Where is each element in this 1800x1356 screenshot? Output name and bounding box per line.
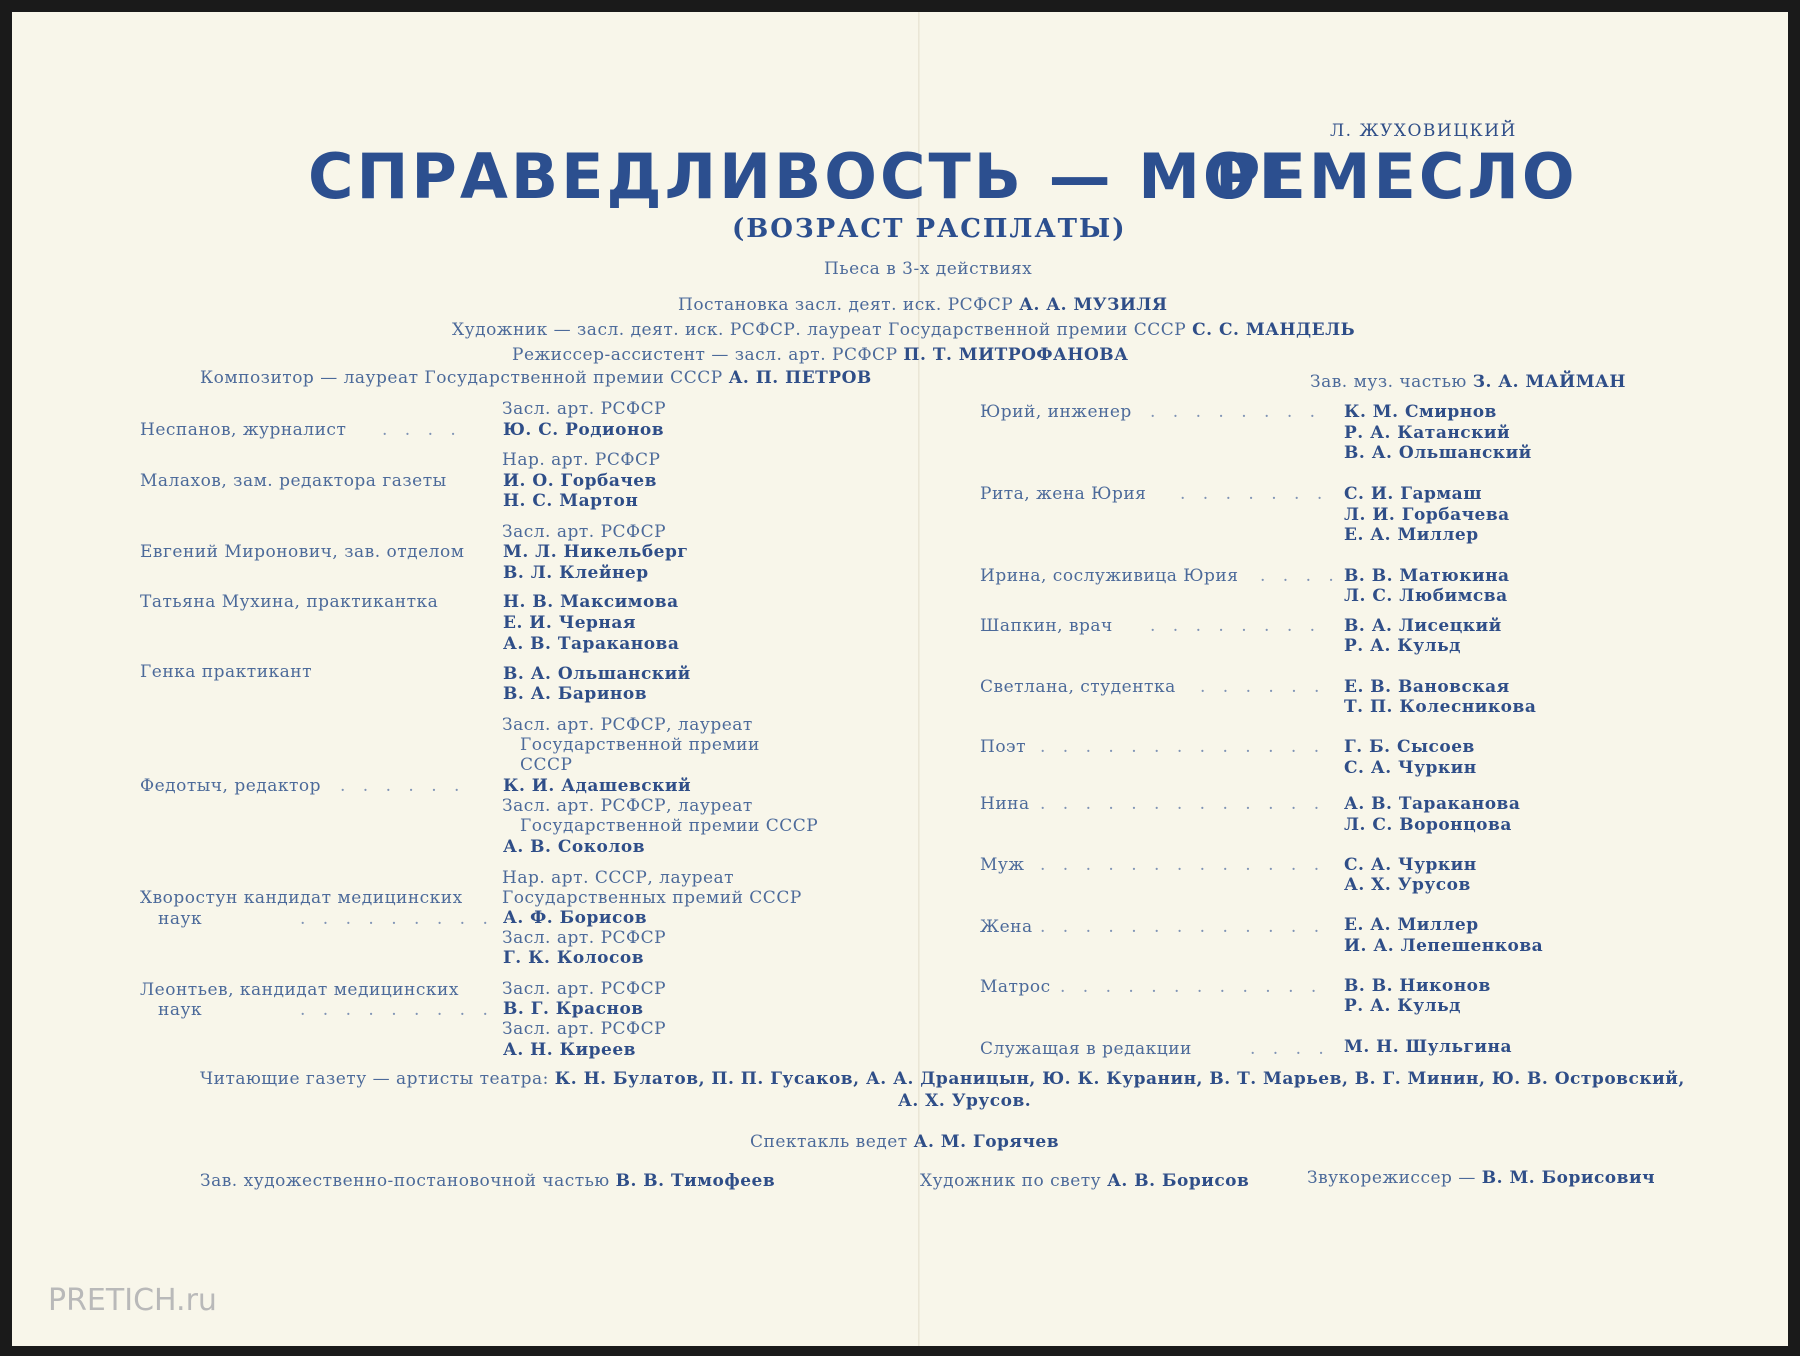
- genre: Пьеса в 3-х действиях: [824, 259, 1033, 279]
- actor-title: Засл. арт. РСФСР: [502, 399, 667, 419]
- assistant-credit: [512, 345, 1128, 365]
- actor-title: Засл. арт. РСФСР: [502, 1019, 667, 1039]
- actor-title: Засл. арт. РСФСР, лауреат: [502, 715, 753, 735]
- artist-credit: [452, 320, 1355, 340]
- composer-label: Композитор — лауреат Государственной премии СССР: [200, 368, 723, 388]
- music-label: Зав. муз. частью: [1310, 372, 1467, 392]
- actor: В. А. Ольшанский: [1344, 443, 1532, 463]
- actor: А. В. Тараканова: [503, 634, 680, 654]
- leader-dots: . . . .: [1250, 1039, 1330, 1059]
- actor: Р. А. Кульд: [1344, 636, 1462, 656]
- actor: В. А. Баринов: [503, 684, 648, 704]
- actor: Р. А. Катанский: [1344, 423, 1511, 443]
- actor: К. М. Смирнов: [1344, 402, 1497, 422]
- role: Хворостун кандидат медицинских: [140, 888, 463, 908]
- author: Л. ЖУХОВИЦКИЙ: [1330, 121, 1517, 141]
- director-name: А. А. МУЗИЛЯ: [1019, 295, 1168, 315]
- actor-title: СССР: [520, 755, 573, 775]
- actor: Н. В. Максимова: [503, 592, 679, 612]
- title-part-b: РЕМЕСЛО: [1215, 140, 1578, 213]
- role: Юрий, инженер: [980, 402, 1132, 422]
- actor-title: Засл. арт. РСФСР, лауреат: [502, 796, 753, 816]
- actor: М. Н. Шульгина: [1344, 1037, 1513, 1057]
- role: Евгений Миронович, зав. отделом: [140, 542, 465, 562]
- readers-names-cont: А. Х. Урусов.: [898, 1091, 1032, 1111]
- role: наук: [158, 909, 203, 929]
- actor: К. И. Адашевский: [503, 776, 692, 796]
- leader-dots: . . . . . . . .: [1150, 616, 1322, 636]
- actor: Р. А. Кульд: [1344, 996, 1462, 1016]
- actor: И. А. Лепешенкова: [1344, 936, 1544, 956]
- leader-dots: . . . .: [1260, 566, 1340, 586]
- role: Нина: [980, 794, 1030, 814]
- assistant-name: П. Т. МИТРОФАНОВА: [903, 345, 1129, 365]
- actor: В. Л. Клейнер: [503, 563, 649, 583]
- actor-title: Государственных премий СССР: [502, 888, 802, 908]
- actor: Л. С. Воронцова: [1344, 815, 1512, 835]
- actor: Е. А. Миллер: [1344, 525, 1479, 545]
- director-label: Постановка засл. деят. иск. РСФСР: [678, 295, 1014, 315]
- music-credit: [1310, 372, 1626, 392]
- actor: И. О. Горбачев: [503, 471, 657, 491]
- role: Светлана, студентка: [980, 677, 1176, 697]
- actor: Е. А. Миллер: [1344, 915, 1479, 935]
- music-name: З. А. МАЙМАН: [1472, 372, 1626, 392]
- actor-title: Государственной премии СССР: [520, 816, 819, 836]
- leader-dots: . . . . . . .: [1180, 484, 1329, 504]
- role: Шапкин, врач: [980, 616, 1113, 636]
- play-subtitle: (ВОЗРАСТ РАСПЛАТЫ): [732, 214, 1127, 244]
- leader-dots: . . . . . . . . .: [300, 1000, 494, 1020]
- actor: С. А. Чуркин: [1344, 855, 1477, 875]
- composer-credit: [200, 368, 872, 388]
- stage-manager-credit: [750, 1132, 1059, 1152]
- stage-name: А. М. Горячев: [913, 1132, 1060, 1152]
- actor: Л. И. Горбачева: [1344, 505, 1510, 525]
- leader-dots: . . . . . . . . .: [300, 909, 494, 929]
- actor: Н. С. Мартон: [503, 491, 639, 511]
- role: Федотыч, редактор: [140, 776, 322, 796]
- leader-dots: . . . . . . . . . . . . .: [1040, 917, 1326, 937]
- leader-dots: . . . . . .: [340, 776, 466, 796]
- actor: А. Ф. Борисов: [503, 908, 648, 928]
- role: Малахов, зам. редактора газеты: [140, 471, 447, 491]
- role: Рита, жена Юрия: [980, 484, 1147, 504]
- actor: А. Н. Киреев: [503, 1040, 636, 1060]
- composer-name: А. П. ПЕТРОВ: [728, 368, 872, 388]
- role: Служащая в редакции: [980, 1039, 1192, 1059]
- actor-title: Нар. арт. СССР, лауреат: [502, 868, 735, 888]
- actor-title: Засл. арт. РСФСР: [502, 928, 667, 948]
- artist-label: Художник — засл. деят. иск. РСФСР. лауреат Государственной премии СССР: [452, 320, 1187, 340]
- director-credit: [678, 295, 1167, 315]
- artist-name: С. С. МАНДЕЛЬ: [1192, 320, 1356, 340]
- actor: Т. П. Колесникова: [1344, 697, 1537, 717]
- actor-title: Нар. арт. РСФСР: [502, 450, 661, 470]
- role: Жена: [980, 917, 1033, 937]
- leader-dots: . . . . . . . . . . . .: [1060, 977, 1323, 997]
- light-label: Художник по свету: [920, 1171, 1102, 1191]
- title-part-a: СПРАВЕДЛИВОСТЬ — МОЕ: [308, 140, 1304, 213]
- production-credit: [200, 1171, 775, 1191]
- sound-label: Звукорежиссер —: [1307, 1168, 1476, 1188]
- actor: А. Х. Урусов: [1344, 875, 1471, 895]
- sound-credit: [1307, 1168, 1655, 1188]
- prod-name: В. В. Тимофеев: [615, 1171, 776, 1191]
- actor-title: Государственной премии: [520, 735, 760, 755]
- role: наук: [158, 1000, 203, 1020]
- readers-label: Читающие газету — артисты театра:: [200, 1069, 549, 1089]
- actor-title: Засл. арт. РСФСР: [502, 522, 667, 542]
- leader-dots: . . . . . . . . . . . . .: [1040, 737, 1326, 757]
- light-name: А. В. Борисов: [1107, 1171, 1250, 1191]
- actor: М. Л. Никельберг: [503, 542, 689, 562]
- leader-dots: . . . . . . . .: [1150, 402, 1322, 422]
- actor: Г. Б. Сысоев: [1344, 737, 1475, 757]
- actor-title: Засл. арт. РСФСР: [502, 979, 667, 999]
- actor: Е. И. Черная: [503, 613, 636, 633]
- actor: Е. В. Вановская: [1344, 677, 1510, 697]
- role: Муж: [980, 855, 1025, 875]
- prod-label: Зав. художественно-постановочной частью: [200, 1171, 610, 1191]
- actor: Л. С. Любимсва: [1344, 586, 1508, 606]
- actor: Г. К. Колосов: [503, 948, 645, 968]
- actor: С. И. Гармаш: [1344, 484, 1482, 504]
- actor: Ю. С. Родионов: [503, 420, 665, 440]
- leader-dots: . . . . . . . . . . . . .: [1040, 855, 1326, 875]
- role: Поэт: [980, 737, 1026, 757]
- actor: А. В. Соколов: [503, 837, 646, 857]
- watermark: PRETICH.ru: [48, 1283, 217, 1318]
- role: Неспанов, журналист: [140, 420, 347, 440]
- role: Ирина, сослуживица Юрия: [980, 566, 1239, 586]
- role: Леонтьев, кандидат медицинских: [140, 980, 459, 1000]
- actor: А. В. Тараканова: [1344, 794, 1521, 814]
- role: Матрос: [980, 977, 1051, 997]
- actor: В. А. Лисецкий: [1344, 616, 1502, 636]
- readers-names: К. Н. Булатов, П. П. Гусаков, А. А. Драницын, Ю. К. Куранин, В. Т. Марьев, В. Г. Минин, Ю. В. Островский,: [554, 1069, 1685, 1089]
- leader-dots: . . . . . .: [1200, 677, 1326, 697]
- role: Татьяна Мухина, практикантка: [140, 592, 439, 612]
- actor: С. А. Чуркин: [1344, 758, 1477, 778]
- role: Генка практикант: [140, 662, 313, 682]
- stage-label: Спектакль ведет: [750, 1132, 908, 1152]
- actor: В. А. Ольшанский: [503, 664, 691, 684]
- leader-dots: . . . .: [382, 420, 462, 440]
- actor: В. В. Никонов: [1344, 976, 1491, 996]
- leader-dots: . . . . . . . . . . . . .: [1040, 794, 1326, 814]
- readers-credit: [200, 1069, 1685, 1089]
- assistant-label: Режиссер-ассистент — засл. арт. РСФСР: [512, 345, 898, 365]
- sound-name: В. М. Борисович: [1481, 1168, 1656, 1188]
- actor: В. Г. Краснов: [503, 999, 644, 1019]
- actor: В. В. Матюкина: [1344, 566, 1510, 586]
- lighting-credit: [920, 1171, 1249, 1191]
